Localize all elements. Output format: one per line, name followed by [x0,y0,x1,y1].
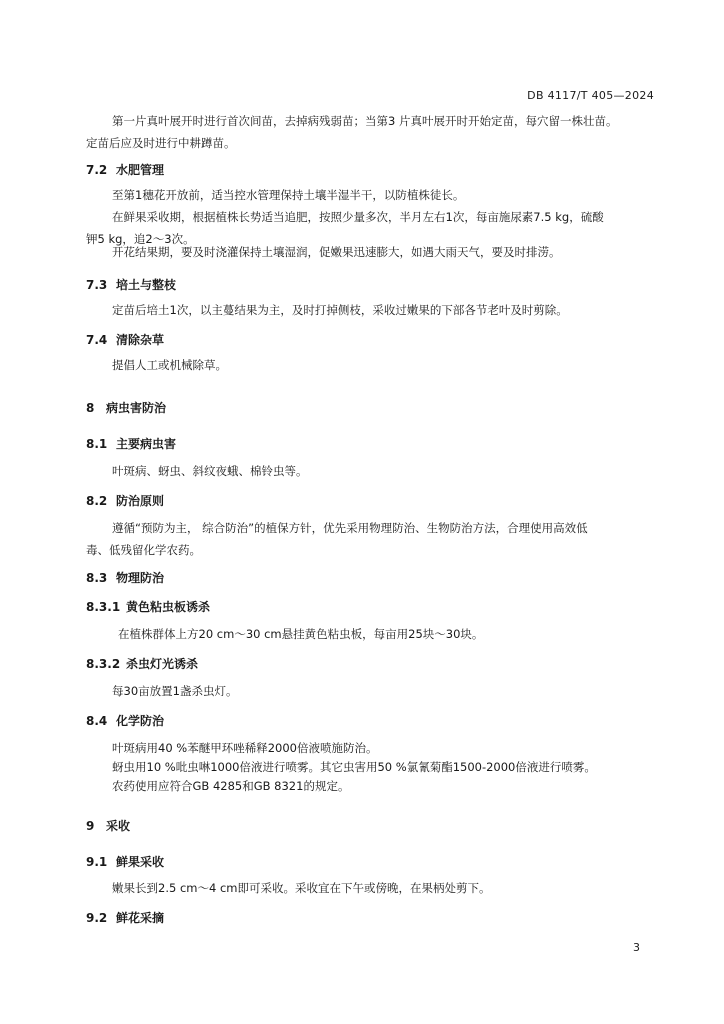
section-title: 物理防治 [116,571,165,585]
paragraph: 定苗后培土1次，以主蔓结果为主，及时打掉侧枝，采收过嫩果的下部各节老叶及时剪除。 [112,303,568,317]
section-title: 鲜果采收 [116,855,165,869]
section-heading-7-2 [86,161,164,178]
paragraph: 开花结果期，要及时浇灌保持土壤湿润，促嫩果迅速膨大，如遇大雨天气，要及时排涝。 [112,245,561,259]
section-heading-8-4 [86,712,164,729]
section-number: 9.2 [86,911,108,925]
section-number: 8.4 [86,714,108,728]
section-number: 9.1 [86,855,108,869]
paragraph: 叶斑病用40 %苯醚甲环唑稀释2000倍液喷施防治。 [112,741,378,755]
section-heading-7-4 [86,331,164,348]
section-title: 主要病虫害 [116,437,177,451]
section-heading-9 [86,817,130,834]
section-number: 8.3.2 [86,657,121,671]
section-title: 黄色粘虫板诱杀 [126,600,211,614]
section-title: 清除杂草 [116,333,165,347]
section-title: 采收 [106,819,131,833]
paragraph: 每30亩放置1盏杀虫灯。 [112,684,238,698]
section-heading-8-3 [86,569,164,586]
section-title: 水肥管理 [116,163,165,177]
paragraph: 遵循“预防为主， 综合防治”的植保方针，优先采用物理防治、生物防治方法，合理使用高效低 [112,521,588,535]
section-number: 8.2 [86,494,108,508]
paragraph: 农药使用应符合GB 4285和GB 8321的规定。 [112,779,350,793]
section-heading-9-1 [86,853,164,870]
section-title: 鲜花采摘 [116,911,165,925]
section-heading-7-3 [86,276,176,293]
paragraph: 在植株群体上方20 cm～30 cm悬挂黄色粘虫板，每亩用25块～30块。 [118,627,484,641]
section-title: 培土与整枝 [116,278,177,292]
paragraph: 在鲜果采收期，根据植株长势适当追肥，按照少量多次，半月左右1次，每亩施尿素7.5 kg，硫酸 [112,210,604,224]
paragraph: 嫩果长到2.5 cm～4 cm即可采收。采收宜在下午或傍晚，在果柄处剪下。 [112,881,491,895]
paragraph: 叶斑病、蚜虫、斜纹夜蛾、棉铃虫等。 [112,464,308,478]
paragraph: 毒、低残留化学农药。 [86,543,201,557]
section-heading-8-3-2 [86,655,198,672]
paragraph: 提倡人工或机械除草。 [112,358,227,372]
document-code: DB 4117/T 405—2024 [527,89,654,102]
paragraph: 钾5 kg，追2～3次。 [86,232,195,246]
section-heading-8-1 [86,435,176,452]
section-number: 9 [86,819,95,833]
paragraph: 第一片真叶展开时进行首次间苗，去掉病残弱苗；当第3 片真叶展开时开始定苗，每穴留一株壮苗。 [112,114,618,128]
paragraph: 至第1穗花开放前，适当控水管理保持土壤半湿半干，以防植株徒长。 [112,188,465,202]
page-number: 3 [633,941,640,954]
section-title: 化学防治 [116,714,165,728]
section-title: 防治原则 [116,494,165,508]
section-heading-8 [86,399,166,416]
section-number: 8.3.1 [86,600,121,614]
section-number: 7.3 [86,278,108,292]
section-title: 杀虫灯光诱杀 [126,657,199,671]
section-heading-8-2 [86,492,164,509]
section-title: 病虫害防治 [106,401,167,415]
section-number: 7.4 [86,333,108,347]
section-number: 8.1 [86,437,108,451]
section-number: 8.3 [86,571,108,585]
paragraph: 蚜虫用10 %吡虫啉1000倍液进行喷雾。其它虫害用50 %氯氰菊酯1500-2000倍液进行喷雾。 [112,760,596,774]
section-number: 7.2 [86,163,108,177]
paragraph: 定苗后应及时进行中耕蹲苗。 [86,136,236,150]
section-heading-9-2 [86,909,164,926]
section-heading-8-3-1 [86,598,210,615]
section-number: 8 [86,401,95,415]
